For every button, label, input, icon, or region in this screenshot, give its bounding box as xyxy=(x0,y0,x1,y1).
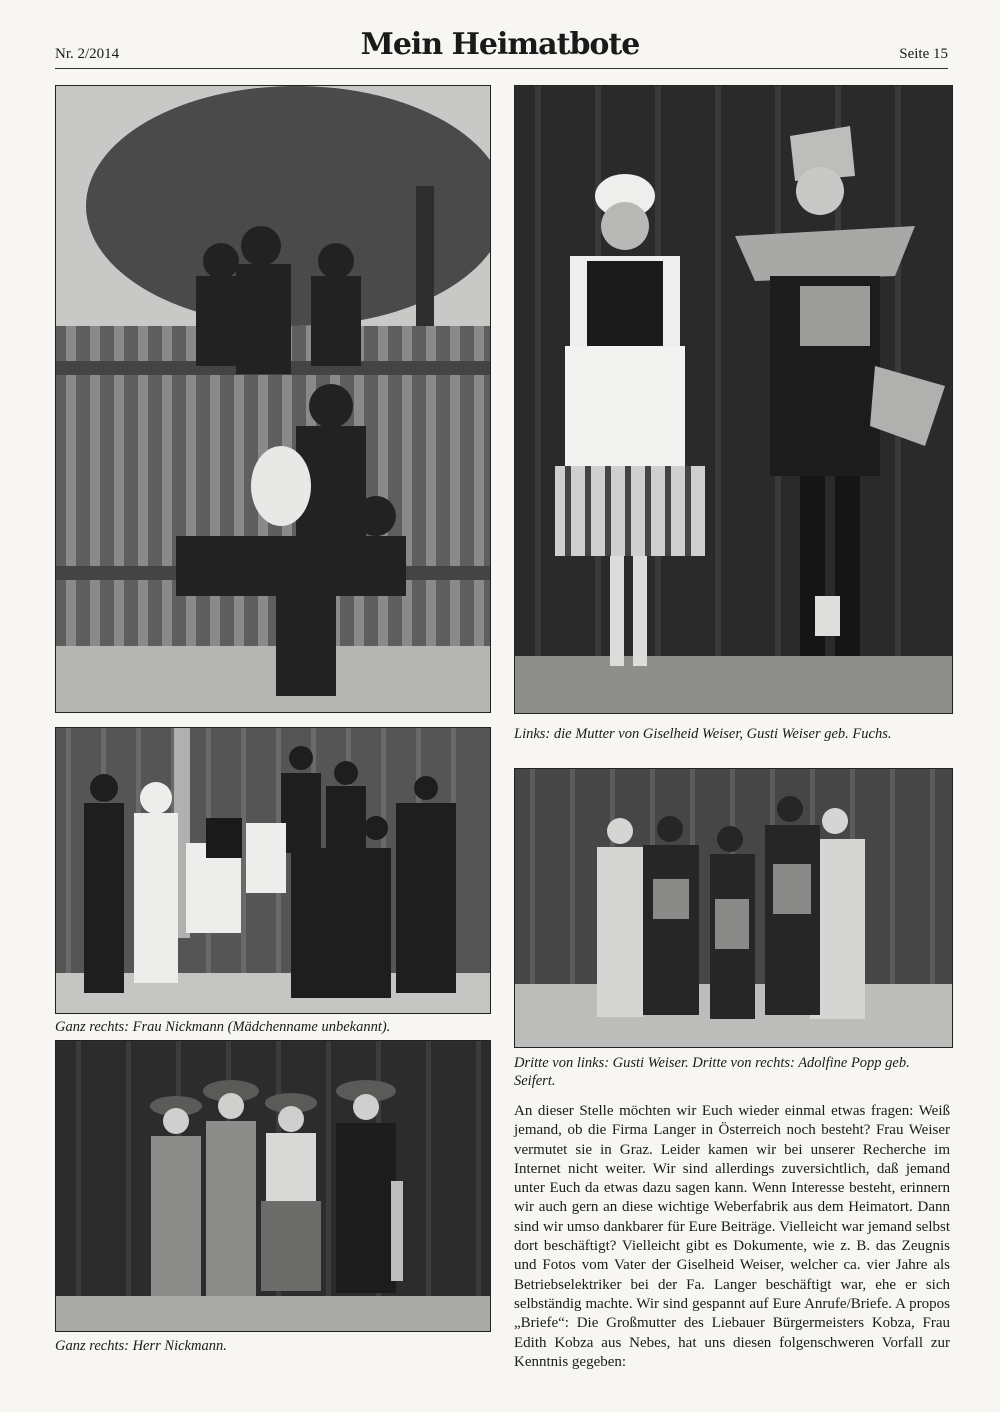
photo-cowboy-costumes-group xyxy=(55,1040,491,1332)
photo-oriental-costumes-group xyxy=(514,768,953,1048)
photo-group-costume-party xyxy=(55,727,491,1014)
photo-costume-fence-scene xyxy=(55,85,491,713)
caption-group-party: Ganz rechts: Frau Nickmann (Mädchenname unbekannt). xyxy=(55,1019,391,1035)
caption-cowboy-group: Ganz rechts: Herr Nickmann. xyxy=(55,1338,227,1354)
page-number: Seite 15 xyxy=(899,46,948,62)
caption-two-women: Links: die Mutter von Giselheid Weiser, Gusti Weiser geb. Fuchs. xyxy=(514,726,892,742)
issue-number: Nr. 2/2014 xyxy=(55,46,120,62)
caption-oriental-group: Dritte von links: Gusti Weiser. Dritte von rechts: Adolfine Popp geb. Seifert. xyxy=(514,1055,910,1089)
masthead-title: Mein Heimatbote xyxy=(360,27,640,62)
photo-two-women-costumes xyxy=(514,85,953,714)
header-rule xyxy=(55,68,948,69)
article-text: An dieser Stelle möchten wir Euch wieder einmal etwas fragen: Weiß jemand, ob die Firma Langer in Österreich noch besteht? Frau Weiser vermutet sie in Graz. Leider kamen wir bei unserer Recherche im Internet nicht weiter. Wir sind allerdings zuversichtlich, daß jemand unter Euch da etwas dazu sagen kann. Wenn Interesse besteht, erinnern wir auch gern an diese wichtige Weberfabrik aus dem Heimatort. Dann sind wir umso dankbarer für Eure Beiträge. Vielleicht war jemand selbst dort beschäftigt? Vielleicht gibt es Dokumente, wie z. B. das Zeugnis und Fotos vom Vater der Giselheid Weiser, welcher ca. vier Jahre als Betriebselektriker bei der Fa. Langer beschäftigt war, ehe er sich selbständig machte. Wir sind gespannt auf Eure Anrufe/Briefe. A propos „Briefe“: Die Großmutter des Liebauer Bürgermeisters Kobza, Frau Edith Kobza aus Nebes, hat uns diesen folgenschweren Vorfall zur Kenntnis gegeben: xyxy=(514,1103,950,1370)
